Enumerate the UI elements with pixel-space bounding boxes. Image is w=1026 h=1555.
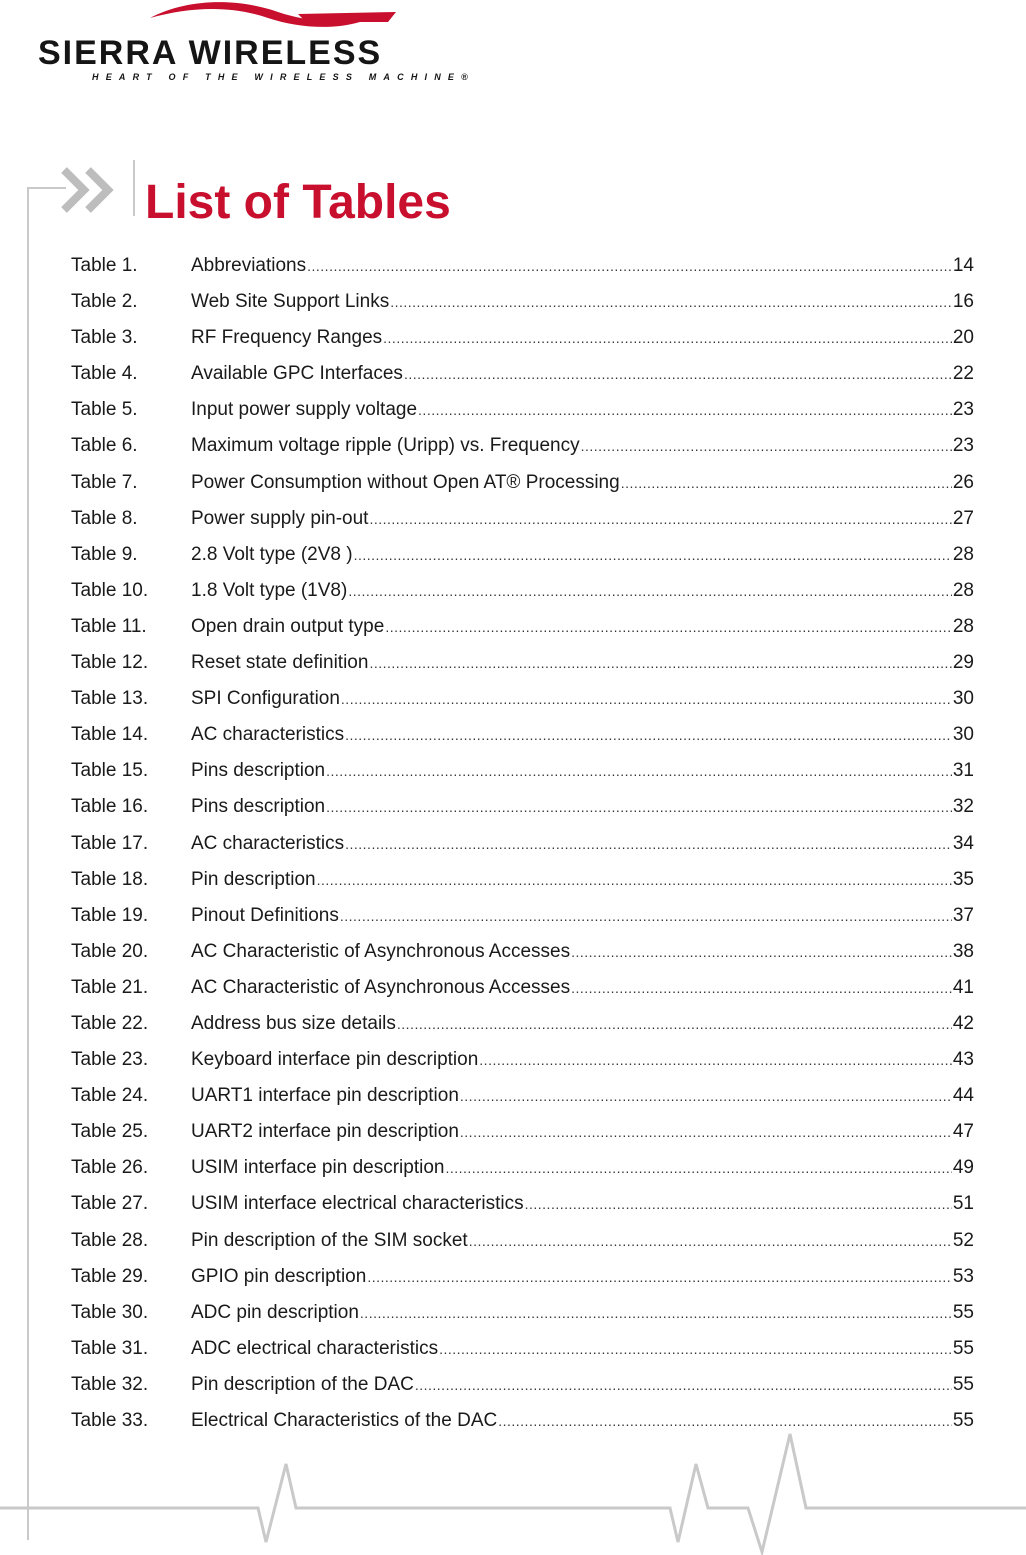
page-number-link[interactable]: 35: [952, 868, 974, 890]
table-number: Table 22.: [71, 1012, 149, 1034]
table-number: Table 14.: [71, 724, 149, 746]
table-row[interactable]: [71, 645, 974, 681]
page-number-link[interactable]: 27: [952, 507, 974, 529]
dot-leader: [460, 1114, 952, 1150]
dot-leader: [383, 320, 952, 356]
dot-leader: [307, 248, 952, 284]
logo-swoosh-icon: [148, 0, 398, 30]
page-number-link[interactable]: 42: [952, 1012, 974, 1034]
page-number-link[interactable]: 28: [952, 543, 974, 565]
dot-leader: [439, 1331, 952, 1367]
table-row[interactable]: [71, 826, 974, 862]
dot-leader: [418, 392, 952, 428]
page-number-link[interactable]: 49: [952, 1157, 974, 1179]
table-number: Table 24.: [71, 1085, 149, 1107]
page-number-link[interactable]: 47: [952, 1121, 974, 1143]
table-number: Table 9.: [71, 543, 138, 565]
table-row[interactable]: [71, 970, 974, 1006]
table-title-link[interactable]: Power supply pin-out: [191, 507, 369, 529]
table-title-link[interactable]: Power Consumption without Open AT® Processing: [191, 471, 620, 493]
table-row[interactable]: [71, 501, 974, 537]
table-number: Table 19.: [71, 904, 149, 926]
table-title-link[interactable]: UART2 interface pin description: [191, 1121, 459, 1143]
table-number: Table 10.: [71, 579, 149, 601]
table-title-link[interactable]: Available GPC Interfaces: [191, 363, 403, 385]
page-number-link[interactable]: 30: [952, 688, 974, 710]
table-row[interactable]: [71, 717, 974, 753]
table-row[interactable]: [71, 1150, 974, 1186]
table-number: Table 17.: [71, 832, 149, 854]
logo-wordmark: SIERRA WIRELESS: [38, 34, 383, 72]
table-row[interactable]: [71, 753, 974, 789]
page-number-link[interactable]: 37: [952, 904, 974, 926]
dot-leader: [390, 284, 952, 320]
table-title-link[interactable]: GPIO pin description: [191, 1265, 367, 1287]
dot-leader: [348, 573, 952, 609]
table-number: Table 6.: [71, 435, 138, 457]
dot-leader: [369, 501, 951, 537]
table-row[interactable]: [71, 465, 974, 501]
page-number-link[interactable]: 38: [952, 940, 974, 962]
dot-leader: [445, 1150, 951, 1186]
table-title-link[interactable]: ADC electrical characteristics: [191, 1337, 439, 1359]
table-number: Table 20.: [71, 940, 149, 962]
table-row[interactable]: [71, 1186, 974, 1222]
page-number-link[interactable]: 30: [952, 724, 974, 746]
table-title-link[interactable]: Address bus size details: [191, 1012, 396, 1034]
table-title-link[interactable]: Input power supply voltage: [191, 399, 418, 421]
table-title-link[interactable]: 2.8 Volt type (2V8 ): [191, 543, 353, 565]
dot-leader: [525, 1186, 952, 1222]
table-row[interactable]: [71, 320, 974, 356]
dot-leader: [415, 1367, 952, 1403]
table-title-link[interactable]: Reset state definition: [191, 652, 369, 674]
dot-leader: [469, 1223, 952, 1259]
page-number-link[interactable]: 34: [952, 832, 974, 854]
dot-leader: [345, 826, 952, 862]
page-number-link[interactable]: 16: [952, 291, 974, 313]
table-number: Table 28.: [71, 1229, 149, 1251]
table-number: Table 7.: [71, 471, 138, 493]
dot-leader: [460, 1078, 952, 1114]
table-title-link[interactable]: UART1 interface pin description: [191, 1085, 459, 1107]
table-title-link[interactable]: Pin description: [191, 868, 316, 890]
dot-leader: [404, 356, 952, 392]
table-row[interactable]: [71, 356, 974, 392]
table-row[interactable]: [71, 392, 974, 428]
page-number-link[interactable]: 31: [952, 760, 974, 782]
page-number-link[interactable]: 32: [952, 796, 974, 818]
table-title-link[interactable]: AC characteristics: [191, 724, 345, 746]
table-row[interactable]: [71, 284, 974, 320]
table-row[interactable]: [71, 573, 974, 609]
dot-leader: [367, 1259, 952, 1295]
footer-waveform-line: [0, 1430, 1026, 1555]
table-number: Table 2.: [71, 291, 138, 313]
page-number-link[interactable]: 28: [952, 615, 974, 637]
table-title-link[interactable]: Electrical Characteristics of the DAC: [191, 1410, 498, 1431]
page-title: List of Tables: [145, 176, 451, 229]
table-row[interactable]: [71, 898, 974, 934]
dot-leader: [360, 1295, 952, 1331]
logo-tagline: HEART OF THE WIRELESS MACHINE®: [92, 72, 475, 82]
table-number: Table 26.: [71, 1157, 149, 1179]
page-number-link[interactable]: 14: [952, 255, 974, 276]
table-number: Table 33.: [71, 1410, 149, 1431]
table-row[interactable]: [71, 934, 974, 970]
dot-leader: [340, 898, 952, 934]
table-number: Table 11.: [71, 615, 147, 637]
table-number: Table 29.: [71, 1265, 149, 1287]
sierra-wireless-logo: [38, 0, 475, 90]
page-number-link[interactable]: 26: [952, 471, 974, 493]
page-number-link[interactable]: 20: [952, 327, 974, 349]
dot-leader: [385, 609, 952, 645]
table-row[interactable]: [71, 1042, 974, 1078]
table-title-link[interactable]: AC Characteristic of Asynchronous Accesses: [191, 976, 571, 998]
table-row[interactable]: [71, 428, 974, 464]
table-title-link[interactable]: Keyboard interface pin description: [191, 1049, 479, 1071]
list-of-tables: [71, 248, 974, 1439]
table-number: Table 12.: [71, 652, 149, 674]
table-number: Table 15.: [71, 760, 149, 782]
table-title-link[interactable]: Web Site Support Links: [191, 291, 390, 313]
table-title-link[interactable]: USIM interface electrical characteristics: [191, 1193, 524, 1215]
table-title-link[interactable]: Open drain output type: [191, 615, 385, 637]
table-title-link[interactable]: USIM interface pin description: [191, 1157, 445, 1179]
page-number-link[interactable]: 51: [952, 1193, 974, 1215]
table-row[interactable]: [71, 1114, 974, 1150]
dot-leader: [581, 428, 952, 464]
page-number-link[interactable]: 52: [952, 1229, 974, 1251]
table-number: Table 18.: [71, 868, 149, 890]
table-title-link[interactable]: Pin description of the DAC: [191, 1373, 414, 1395]
table-number: Table 13.: [71, 688, 149, 710]
dot-leader: [326, 789, 952, 825]
table-row[interactable]: [71, 1331, 974, 1367]
table-row[interactable]: [71, 537, 974, 573]
page-number-link[interactable]: 28: [952, 579, 974, 601]
table-number: Table 23.: [71, 1049, 149, 1071]
page-number-link[interactable]: 55: [952, 1337, 974, 1359]
double-chevron-icon: [60, 160, 140, 220]
table-title-link[interactable]: AC characteristics: [191, 832, 345, 854]
table-number: Table 16.: [71, 796, 149, 818]
table-row[interactable]: [71, 1078, 974, 1114]
table-number: Table 32.: [71, 1373, 149, 1395]
page-number-link[interactable]: 55: [952, 1373, 974, 1395]
table-number: Table 31.: [71, 1337, 149, 1359]
table-row[interactable]: [71, 789, 974, 825]
table-title-link[interactable]: RF Frequency Ranges: [191, 327, 383, 349]
dot-leader: [571, 970, 952, 1006]
page-number-link[interactable]: 43: [952, 1049, 974, 1071]
table-number: Table 30.: [71, 1301, 149, 1323]
table-number: Table 27.: [71, 1193, 149, 1215]
dot-leader: [354, 537, 952, 573]
table-row[interactable]: [71, 1295, 974, 1331]
table-row[interactable]: [71, 248, 974, 284]
dot-leader: [317, 862, 952, 898]
dot-leader: [345, 717, 952, 753]
table-number: Table 21.: [71, 976, 149, 998]
table-row[interactable]: [71, 681, 974, 717]
table-row[interactable]: [71, 1259, 974, 1295]
table-number: Table 5.: [71, 399, 138, 421]
table-title-link[interactable]: ADC pin description: [191, 1301, 359, 1323]
table-title-link[interactable]: Abbreviations: [191, 255, 307, 276]
table-title-link[interactable]: SPI Configuration: [191, 688, 340, 710]
table-number: Table 3.: [71, 327, 138, 349]
dot-leader: [571, 934, 952, 970]
table-title-link[interactable]: Maximum voltage ripple (Uripp) vs. Frequency: [191, 435, 580, 457]
page-number-link[interactable]: 55: [952, 1301, 974, 1323]
table-row[interactable]: [71, 609, 974, 645]
table-row[interactable]: [71, 862, 974, 898]
table-row[interactable]: [71, 1223, 974, 1259]
table-title-link[interactable]: Pins description: [191, 796, 326, 818]
page-number-link[interactable]: 53: [952, 1265, 974, 1287]
table-title-link[interactable]: 1.8 Volt type (1V8): [191, 579, 348, 601]
page-number-link[interactable]: 22: [952, 363, 974, 385]
table-number: Table 1.: [71, 255, 138, 276]
page-number-link[interactable]: 23: [952, 435, 974, 457]
table-title-link[interactable]: Pinout Definitions: [191, 904, 339, 926]
dot-leader: [397, 1006, 952, 1042]
page-number-link[interactable]: 23: [952, 399, 974, 421]
dot-leader: [369, 645, 951, 681]
table-row[interactable]: [71, 1006, 974, 1042]
table-title-link[interactable]: Pins description: [191, 760, 326, 782]
table-row[interactable]: [71, 1367, 974, 1403]
page-number-link[interactable]: 41: [952, 976, 974, 998]
dot-leader: [326, 753, 952, 789]
table-number: Table 8.: [71, 507, 138, 529]
dot-leader: [479, 1042, 952, 1078]
table-number: Table 25.: [71, 1121, 149, 1143]
table-title-link[interactable]: Pin description of the SIM socket: [191, 1229, 468, 1251]
table-title-link[interactable]: AC Characteristic of Asynchronous Accesses: [191, 940, 571, 962]
table-number: Table 4.: [71, 363, 138, 385]
dot-leader: [621, 465, 952, 501]
page-number-link[interactable]: 44: [952, 1085, 974, 1107]
page-number-link[interactable]: 55: [952, 1410, 974, 1431]
page-number-link[interactable]: 29: [952, 652, 974, 674]
dot-leader: [341, 681, 952, 717]
